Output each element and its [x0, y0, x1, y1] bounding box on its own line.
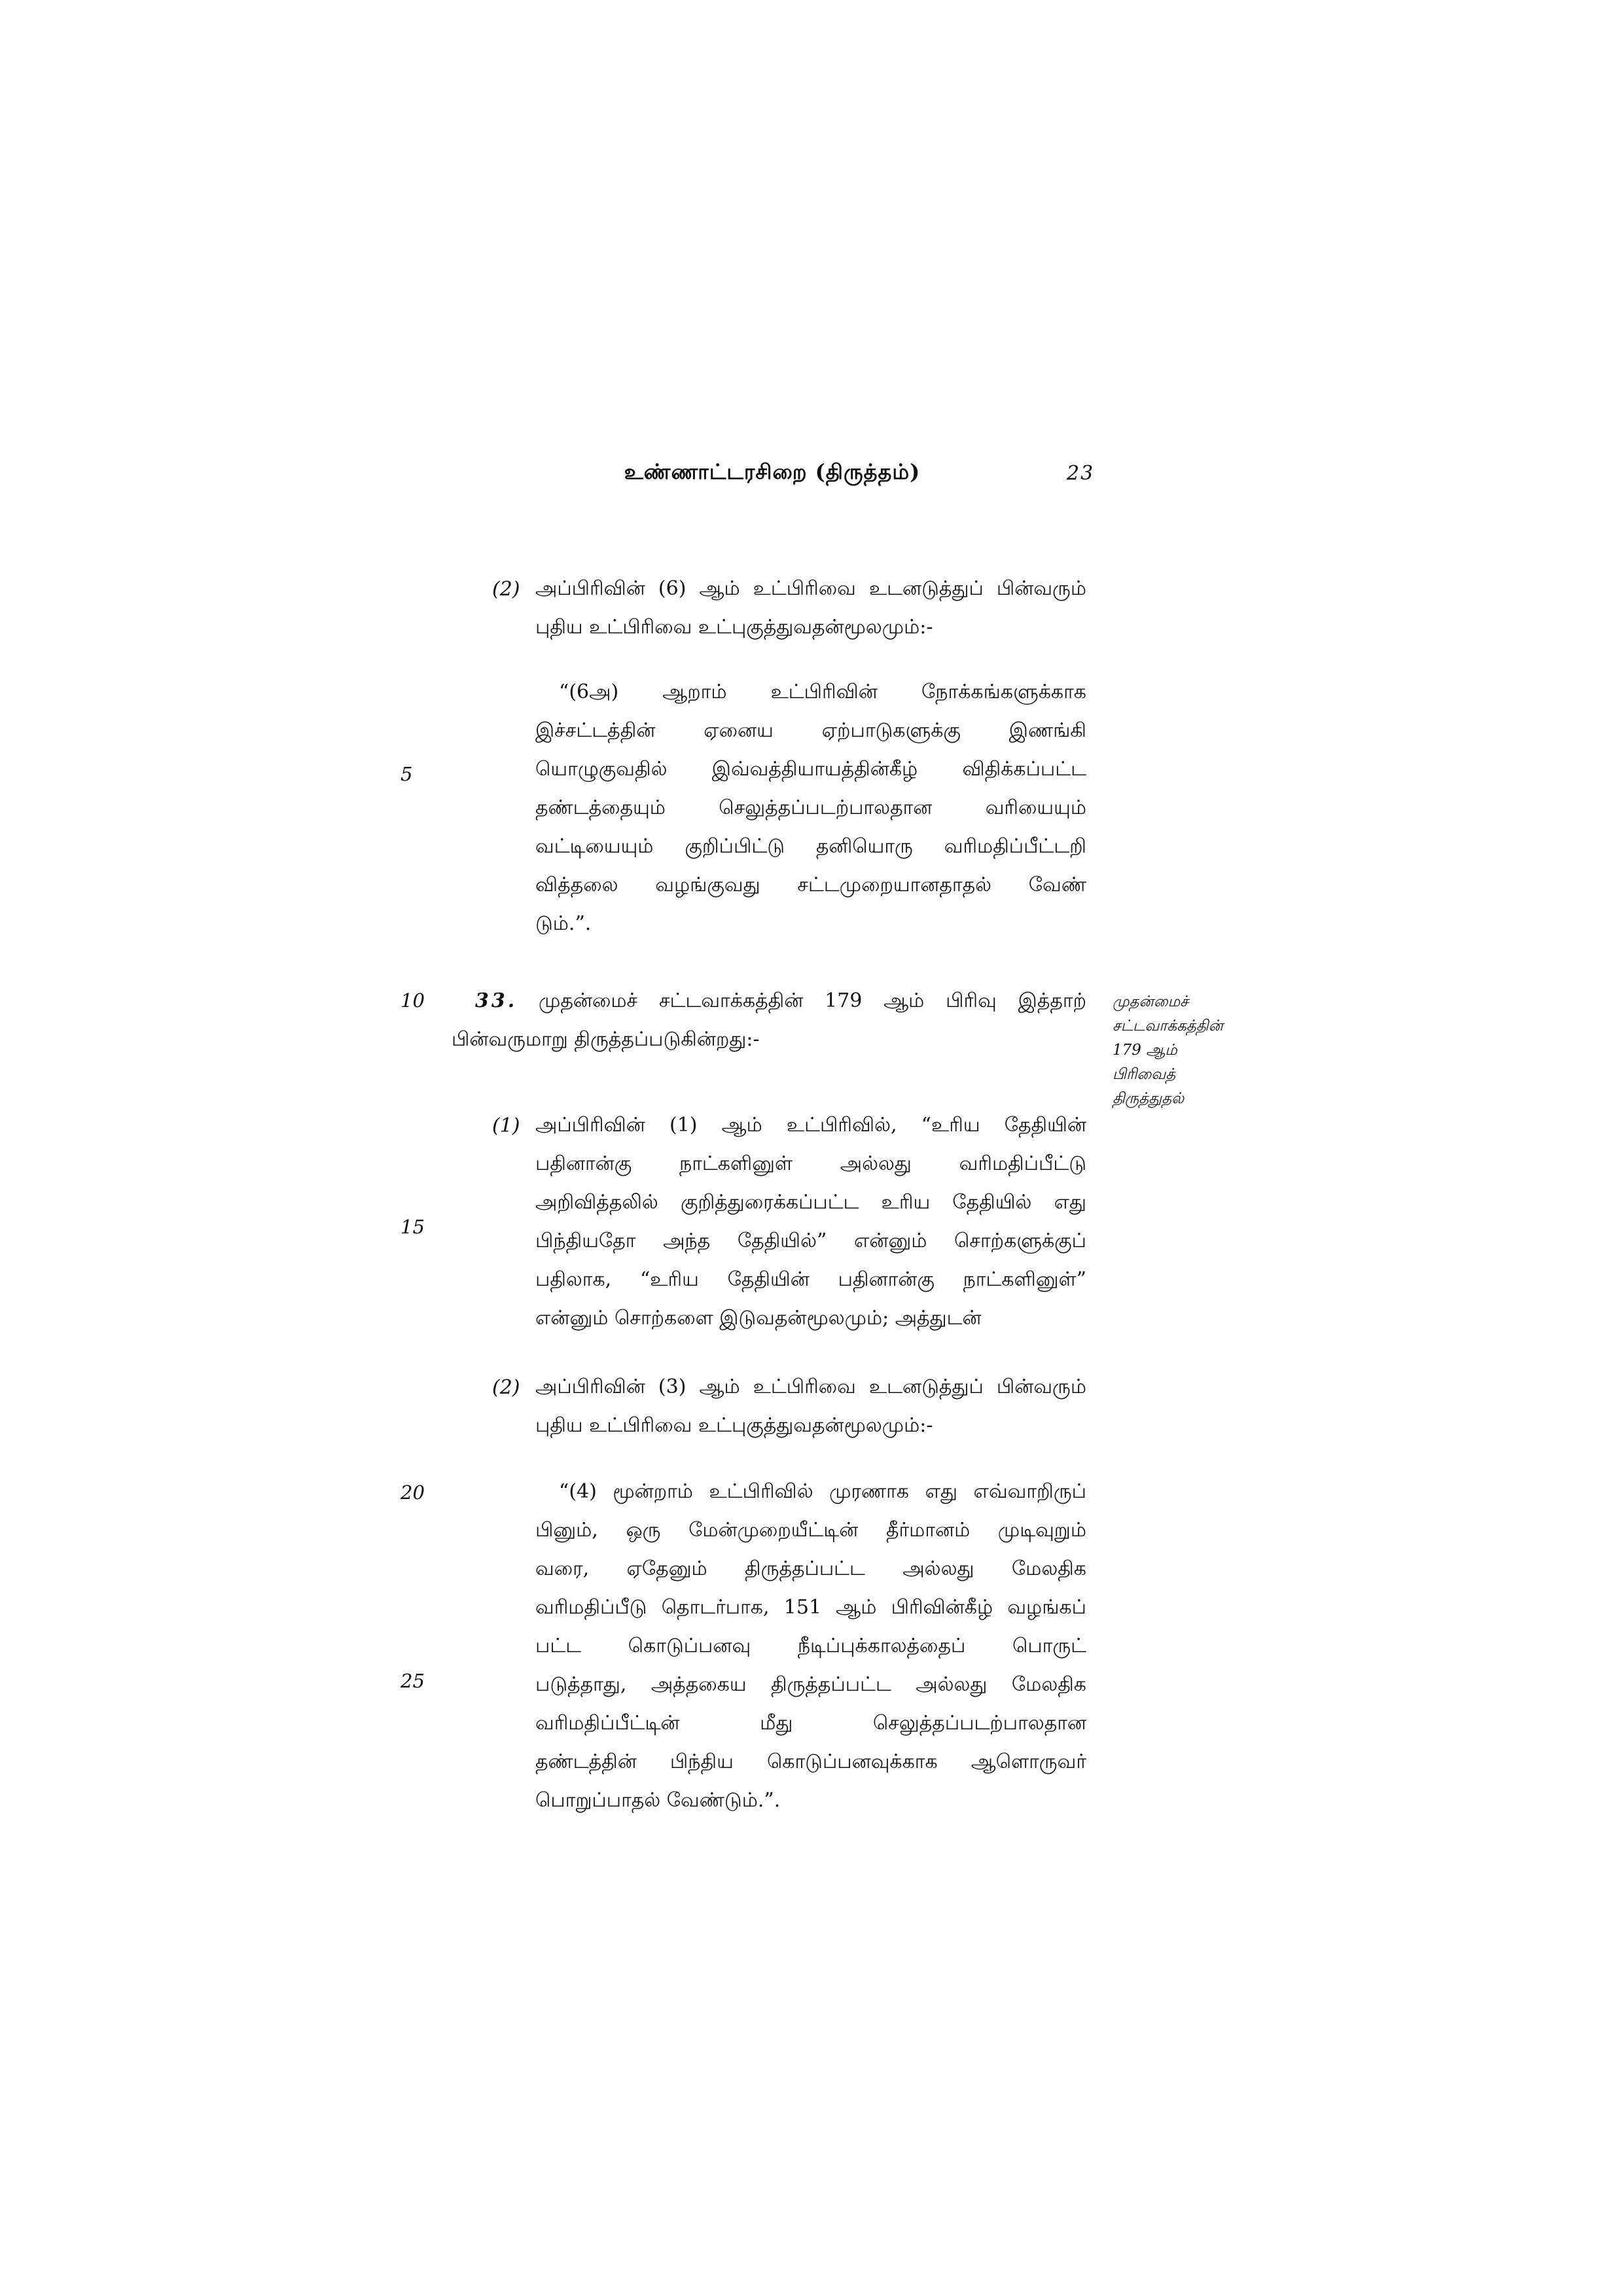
- text-line: வரை, ஏதேனும் திருத்தப்பட்ட அல்லது மேலதிக: [535, 1557, 1086, 1580]
- text-line: பிந்தியதோ அந்த தேதியில்” என்னும் சொற்களுக்குப்: [535, 1229, 1086, 1252]
- line-number-5: 5: [401, 763, 413, 785]
- item-label: (2): [492, 1376, 520, 1399]
- page-number: 23: [1067, 462, 1095, 485]
- text-line: பின்வருமாறு திருத்தப்படுகின்றது:-: [452, 1028, 760, 1051]
- margin-note-line: 179 ஆம்: [1113, 1042, 1177, 1059]
- text-line: வரிமதிப்பீட்டின் மீது செலுத்தப்படற்பாலதான: [535, 1712, 1086, 1735]
- line-number-15: 15: [401, 1216, 425, 1238]
- text-line: பொறுப்பாதல் வேண்டும்.”.: [535, 1789, 781, 1812]
- text-line: பட்ட கொடுப்பனவு நீடிப்புக்காலத்தைப் பொருட்: [535, 1634, 1086, 1657]
- item-label: (1): [492, 1114, 520, 1137]
- line-number-20: 20: [401, 1481, 425, 1504]
- text-line: “(6அ) ஆறாம் உட்பிரிவின் நோக்கங்களுக்காக: [559, 680, 1086, 703]
- text-line: தண்டத்தின் பிந்திய கொடுப்பனவுக்காக ஆளொருவர்: [535, 1750, 1086, 1773]
- text-line: முதன்மைச் சட்டவாக்கத்தின் 179 ஆம் பிரிவு இத்தாற்: [539, 989, 1086, 1012]
- margin-note-line: முதன்மைச்: [1113, 993, 1188, 1010]
- quoted-subsection-6a: [535, 673, 1086, 943]
- text-line: புதிய உட்பிரிவை உட்புகுத்துவதன்மூலமும்:-: [535, 1414, 933, 1437]
- paragraph-amendment-2b: [535, 1368, 1086, 1445]
- margin-note: [1113, 990, 1283, 1111]
- page-title: உண்ணாட்டரசிறை (திருத்தம்): [624, 459, 921, 484]
- section-33: [452, 981, 1086, 1059]
- quoted-subsection-4: [535, 1472, 1086, 1820]
- text-line: படுத்தாது, அத்தகைய திருத்தப்பட்ட அல்லது மேலதிக: [535, 1673, 1086, 1696]
- paragraph-amendment-2a: [535, 569, 1086, 646]
- text-line: தண்டத்தையும் செலுத்தப்படற்பாலதான வரியையும்: [535, 796, 1086, 819]
- paragraph-amendment-1: [535, 1106, 1086, 1337]
- text-line: இச்சட்டத்தின் ஏனைய ஏற்பாடுகளுக்கு இணங்கி: [535, 719, 1086, 742]
- text-line: டும்.”.: [535, 912, 592, 935]
- text-line: அப்பிரிவின் (3) ஆம் உட்பிரிவை உடனடுத்துப் பின்வரும்: [535, 1375, 1086, 1398]
- margin-note-line: பிரிவைத்: [1113, 1066, 1176, 1083]
- line-number-25: 25: [401, 1670, 425, 1692]
- section-heading-line: [452, 981, 1086, 1020]
- text-line: வட்டியையும் குறிப்பிட்டு தனியொரு வரிமதிப்பீட்டறி: [535, 835, 1086, 858]
- text-line: பதினான்கு நாட்களினுள் அல்லது வரிமதிப்பீட்டு: [535, 1152, 1086, 1175]
- text-line: பதிலாக, “உரிய தேதியின் பதினான்கு நாட்களினுள்”: [535, 1268, 1086, 1291]
- line-number-10: 10: [401, 989, 425, 1012]
- margin-note-line: சட்டவாக்கத்தின்: [1113, 1017, 1223, 1034]
- text-line: என்னும் சொற்களை இடுவதன்மூலமும்; அத்துடன்: [535, 1307, 982, 1330]
- text-line: வரிமதிப்பீடு தொடர்பாக, 151 ஆம் பிரிவின்கீழ் வழங்கப்: [535, 1596, 1086, 1619]
- text-line: புதிய உட்பிரிவை உட்புகுத்துவதன்மூலமும்:-: [535, 616, 933, 639]
- text-line: அப்பிரிவின் (6) ஆம் உட்பிரிவை உடனடுத்துப் பின்வரும்: [535, 577, 1086, 600]
- margin-note-line: திருத்துதல்: [1113, 1090, 1185, 1107]
- text-line: “(4) மூன்றாம் உட்பிரிவில் முரணாக எது எவ்வாறிருப்: [559, 1480, 1086, 1503]
- text-line: வித்தலை வழங்குவது சட்டமுறையானதாதல் வேண்: [535, 874, 1086, 896]
- text-line: யொழுகுவதில் இவ்வத்தியாயத்தின்கீழ் விதிக்கப்பட்ட: [535, 758, 1086, 781]
- section-number: 33.: [475, 989, 518, 1012]
- text-line: அறிவித்தலில் குறித்துரைக்கப்பட்ட உரிய தேதியில் எது: [535, 1191, 1086, 1214]
- item-label: (2): [492, 578, 520, 601]
- text-line: அப்பிரிவின் (1) ஆம் உட்பிரிவில், “உரிய தேதியின்: [535, 1114, 1086, 1137]
- text-line: பினும், ஒரு மேன்முறையீட்டின் தீர்மானம் முடிவுறும்: [535, 1519, 1086, 1542]
